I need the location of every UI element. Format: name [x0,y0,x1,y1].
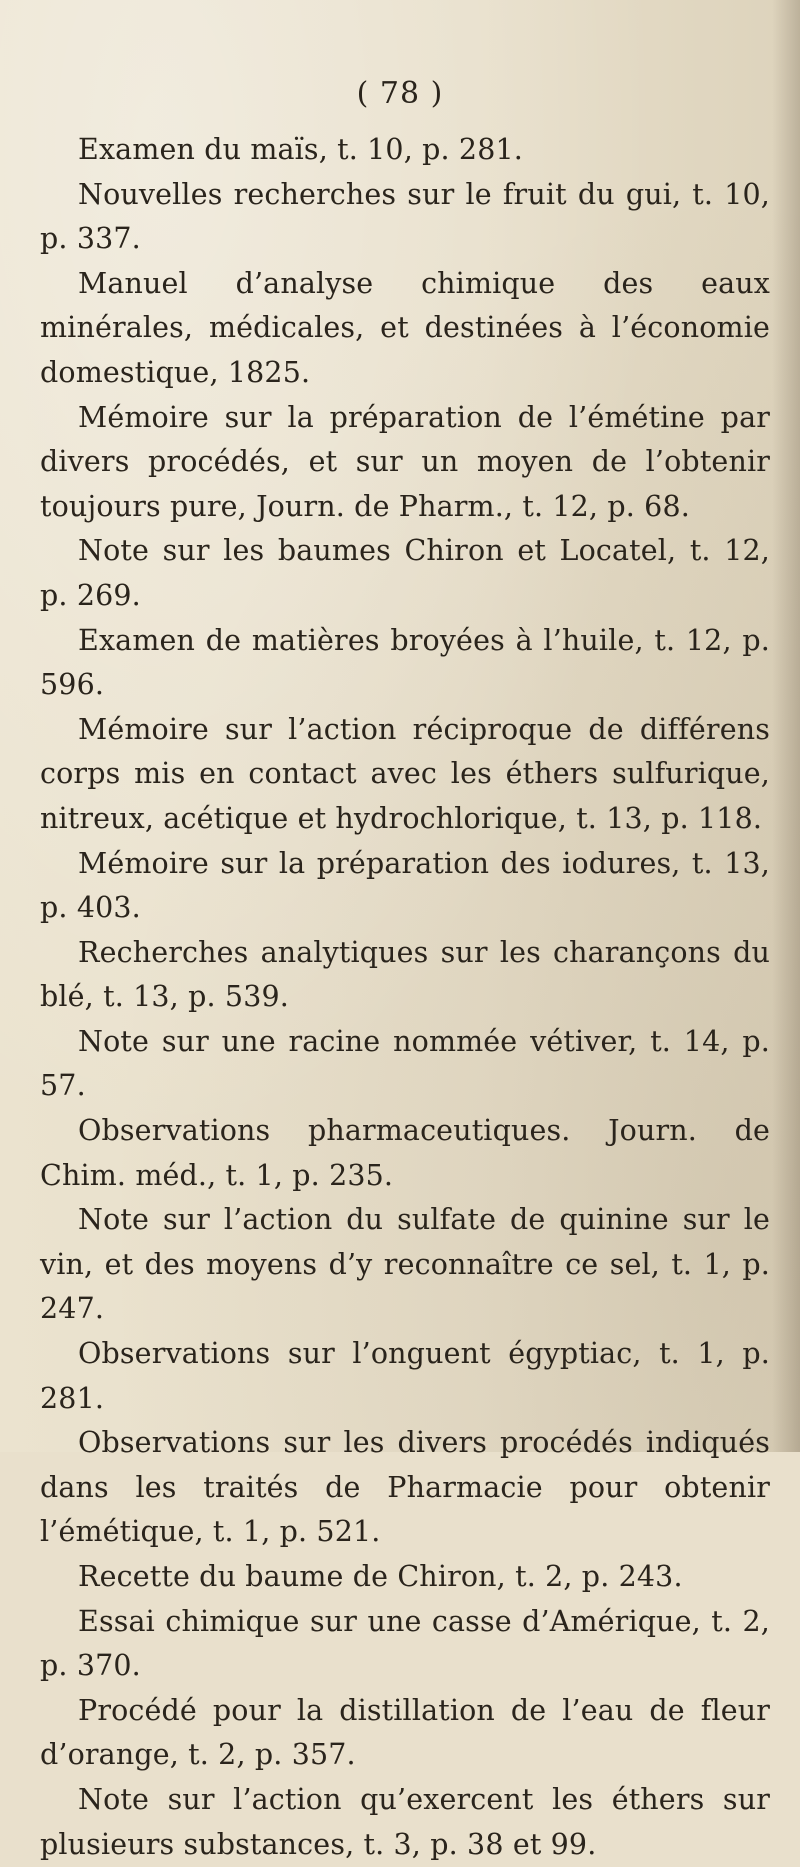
bibliography-entry: Note sur l’action qu’exercent les éthers sur plusieurs substances, t. 3, p. 38 et 99. [40,1782,770,1861]
bibliography-list [40,128,770,1867]
bibliography-entry: Nouvelles recherches sur le fruit du gui, t. 10, p. 337. [40,177,770,256]
bibliography-entry: Note sur une racine nommée vétiver, t. 14, p. 57. [40,1024,770,1103]
bibliography-entry: Manuel d’analyse chimique des eaux minérales, médicales, et destinées à l’économie domestique, 1825. [40,266,770,389]
bibliography-entry: Note sur l’action du sulfate de quinine sur le vin, et des moyens d’y reconnaître ce sel, t. 1, p. 247. [40,1203,770,1326]
page-edge-shadow [772,0,800,1452]
bibliography-entry: Mémoire sur l’action réciproque de différens corps mis en contact avec les éthers sulfurique, nitreux, acétique et hydrochlorique, t. 13, p. 118. [40,712,770,835]
bibliography-entry: Recette du baume de Chiron, t. 2, p. 243. [78,1560,683,1593]
bibliography-entry: Recherches analytiques sur les charançons du blé, t. 13, p. 539. [40,935,770,1014]
bibliography-entry: Mémoire sur la préparation de l’émétine par divers procédés, et sur un moyen de l’obtenir toujours pure, Journ. de Pharm., t. 12, p. 68. [40,400,770,523]
bibliography-entry: Observations sur l’onguent égyptiac, t. 1, p. 281. [40,1337,770,1415]
bibliography-entry: Mémoire sur la préparation des iodures, t. 13, p. 403. [40,846,770,925]
bibliography-entry: Observations pharmaceutiques. Journ. de Chim. méd., t. 1, p. 235. [40,1114,770,1192]
bibliography-entry: Procédé pour la distillation de l’eau de fleur d’orange, t. 2, p. 357. [40,1693,770,1772]
page-number: ( 78 ) [356,76,444,111]
bibliography-entry: Examen de matières broyées à l’huile, t. 12, p. 596. [40,623,770,702]
bibliography-entry: Note sur les baumes Chiron et Locatel, t. 12, p. 269. [40,534,770,612]
bibliography-entry: Essai chimique sur une casse d’Amérique, t. 2, p. 370. [40,1604,770,1683]
bibliography-entry: Examen du maïs, t. 10, p. 281. [78,133,523,166]
bibliography-entry: Observations sur les divers procédés indiqués dans les traités de Pharmacie pour obtenir l’émétique, t. 1, p. 521. [40,1426,770,1549]
